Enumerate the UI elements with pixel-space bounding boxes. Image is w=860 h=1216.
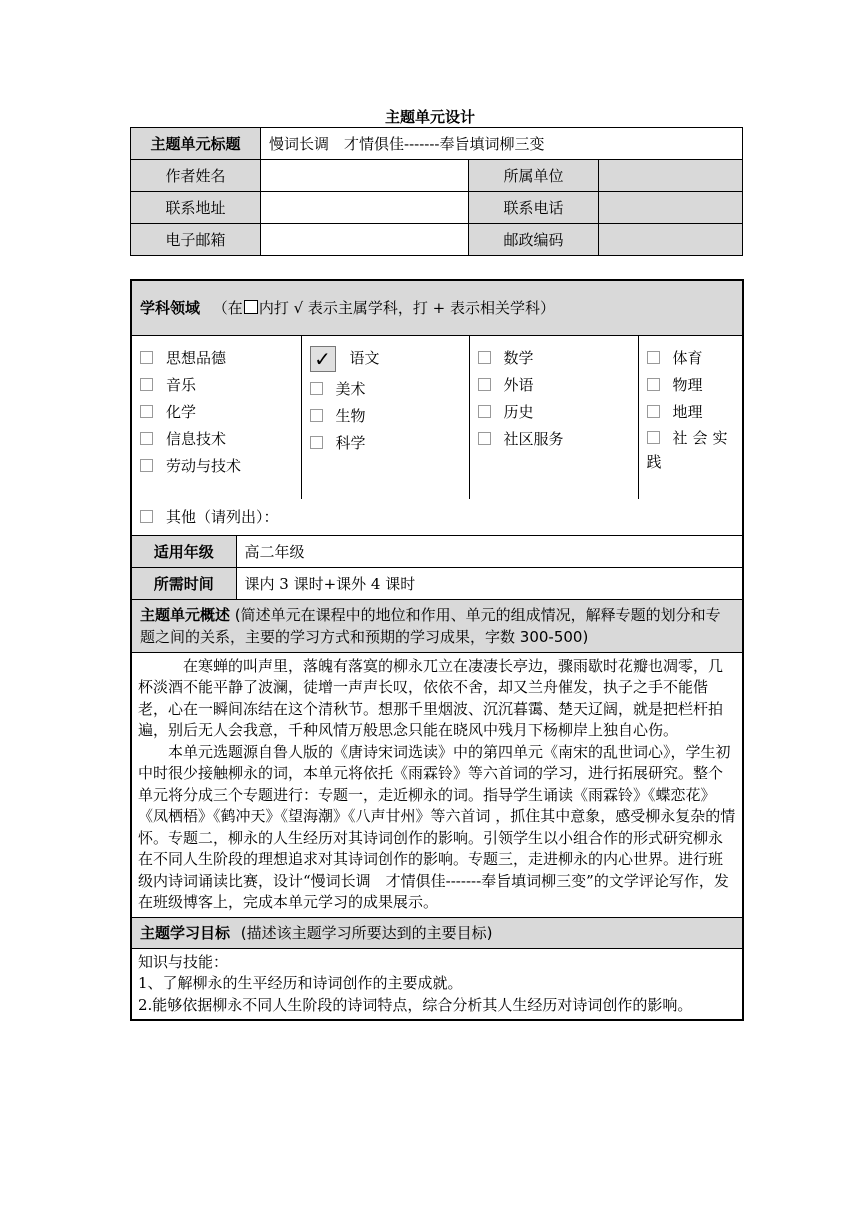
- author-row: [131, 160, 743, 192]
- subject-option[interactable]: 生物: [310, 403, 461, 430]
- checkbox-icon[interactable]: [478, 378, 491, 391]
- subject-option[interactable]: 劳动与技术: [140, 453, 293, 480]
- email-field[interactable]: [261, 224, 469, 256]
- checkbox-icon[interactable]: [140, 459, 153, 472]
- author-label: 作者姓名: [131, 160, 261, 192]
- subject-option-checked[interactable]: ✓ 语文: [310, 345, 461, 372]
- subject-options-row: [131, 335, 743, 499]
- subject-option[interactable]: 思想品德: [140, 345, 293, 372]
- subject-option[interactable]: 社会实践: [646, 428, 733, 471]
- checkbox-icon[interactable]: [140, 378, 153, 391]
- subject-option[interactable]: 物理: [647, 372, 735, 399]
- subject-option[interactable]: 音乐: [140, 372, 293, 399]
- subject-option[interactable]: 化学: [140, 399, 293, 426]
- subject-column-2: [301, 335, 469, 499]
- document-title: 主题单元设计: [384, 108, 475, 126]
- checkbox-icon[interactable]: [310, 409, 323, 422]
- address-label: 联系地址: [131, 192, 261, 224]
- subject-other[interactable]: 其他（请列出）：: [131, 499, 743, 535]
- checkbox-icon: [244, 300, 258, 314]
- overview-paragraph-1: 在寒蝉的叫声里，落魄有落寞的柳永兀立在凄凄长亭边，骤雨歇时花瓣也凋零，几杯淡酒不能平静了波澜，徒增一声声长叹，依依不舍，却又兰舟催发，执子之手不能偕老，心在一瞬间冻结在这个清秋节。想那千里烟波、沉沉暮霭、楚天辽阔，就是把栏杆拍遍，别后无人会我意，千种风情万般思念只能在晓风中残月下杨柳岸上独自心伤。: [138, 656, 724, 739]
- email-row: [131, 224, 743, 256]
- subject-option[interactable]: 体育: [647, 345, 735, 372]
- goals-body: [131, 948, 743, 1020]
- grade-row: [131, 535, 743, 567]
- main-table: [130, 279, 744, 1021]
- checkbox-icon[interactable]: [478, 405, 491, 418]
- author-field[interactable]: [261, 160, 469, 192]
- checkbox-icon[interactable]: [310, 382, 323, 395]
- subject-note-before: （在: [212, 299, 243, 318]
- goals-note: (描述该主题学习所要达到的主要目标): [240, 923, 493, 942]
- overview-paragraph-2: 本单元选题源自鲁人版的《唐诗宋词选读》中的第四单元《南宋的乱世词心》，学生初中时很少接触柳永的词，本单元将依托《雨霖铃》等六首词的学习，进行拓展研究。整个单元将分成三个专题进行：专题一，走近柳永的词。指导学生诵读《雨霖铃》《蝶恋花》《凤栖梧》《鹤冲天》《望海潮》《八声甘州》等六首词 ，抓住其中意象，感受柳永复杂的情怀。专题二，柳永的人生经历对其诗词创作的影响。引领学生以小组合作的形式研究柳永在不同人生阶段的理想追求对其诗词创作的影响。专题三，走进柳永的内心世界。进行班级内诗词诵读比赛，设计“慢词长调 才情俱佳-------奉旨填词柳三变”的文学评论写作，发在班级博客上，完成本单元学习的成果展示。: [138, 742, 736, 911]
- subject-option[interactable]: 外语: [478, 372, 630, 399]
- grade-value: 高二年级: [236, 535, 743, 567]
- subject-column-3: [469, 335, 638, 499]
- goals-line: 1、了解柳永的生平经历和诗词创作的主要成就。: [138, 974, 463, 992]
- phone-field[interactable]: [599, 192, 743, 224]
- goals-line: 知识与技能：: [138, 952, 229, 971]
- subject-option[interactable]: 地理: [647, 399, 735, 426]
- subject-option[interactable]: 历史: [478, 399, 630, 426]
- postcode-field[interactable]: [599, 224, 743, 256]
- checkbox-icon[interactable]: [140, 405, 153, 418]
- subject-note-after: 内打 √ 表示主属学科，打 + 表示相关学科）: [258, 299, 556, 318]
- subject-header-row: [131, 280, 743, 335]
- subject-label: 学科领域: [140, 299, 201, 318]
- unit-label: 所属单位: [469, 160, 599, 192]
- checkbox-icon[interactable]: [647, 351, 660, 364]
- subject-option[interactable]: 科学: [310, 430, 461, 457]
- checkbox-icon[interactable]: [140, 510, 153, 523]
- checkbox-icon[interactable]: [478, 432, 491, 445]
- overview-body-row: [131, 652, 743, 917]
- goals-line: 2.能够依据柳永不同人生阶段的诗词特点，综合分析其人生经历对诗词创作的影响。: [138, 995, 693, 1014]
- subject-column-4: [638, 335, 743, 499]
- goals-label: 主题学习目标: [140, 923, 231, 942]
- postcode-label: 邮政编码: [469, 224, 599, 256]
- phone-label: 联系电话: [469, 192, 599, 224]
- checkbox-icon[interactable]: [478, 351, 491, 364]
- unit-field[interactable]: [599, 160, 743, 192]
- address-row: [131, 192, 743, 224]
- checkbox-icon[interactable]: [647, 431, 660, 444]
- subject-option[interactable]: 社区服务: [478, 426, 630, 453]
- subject-option[interactable]: 数学: [478, 345, 630, 372]
- grade-label: 适用年级: [131, 535, 236, 567]
- time-row: [131, 567, 743, 599]
- checkbox-icon[interactable]: [140, 351, 153, 364]
- subject-option[interactable]: 美术: [310, 376, 461, 403]
- overview-header-row: [131, 599, 743, 652]
- subject-option[interactable]: 信息技术: [140, 426, 293, 453]
- address-field[interactable]: [261, 192, 469, 224]
- goals-body-row: [131, 948, 743, 1020]
- info-table: [130, 127, 743, 256]
- goals-header-row: [131, 917, 743, 948]
- overview-label: 主题单元概述: [140, 605, 231, 624]
- checkbox-icon[interactable]: [647, 378, 660, 391]
- checkmark-icon[interactable]: ✓: [310, 346, 336, 372]
- subject-other-row: [131, 499, 743, 535]
- checkbox-icon[interactable]: [647, 405, 660, 418]
- subject-column-1: [131, 335, 301, 499]
- overview-note: (简述单元在课程中的地位和作用、单元的组成情况，解释专题的划分和专题之间的关系，主要的学习方式和预期的学习成果，字数 300-500): [140, 605, 721, 646]
- email-label: 电子邮箱: [131, 224, 261, 256]
- checkbox-icon[interactable]: [310, 436, 323, 449]
- topic-value: 慢词长调 才情俱佳-------奉旨填词柳三变: [261, 128, 743, 160]
- topic-row: [131, 128, 743, 160]
- time-label: 所需时间: [131, 567, 236, 599]
- time-value: 课内 3 课时+课外 4 课时: [236, 567, 743, 599]
- topic-label: 主题单元标题: [131, 128, 261, 160]
- checkbox-icon[interactable]: [140, 432, 153, 445]
- overview-body: [131, 652, 743, 917]
